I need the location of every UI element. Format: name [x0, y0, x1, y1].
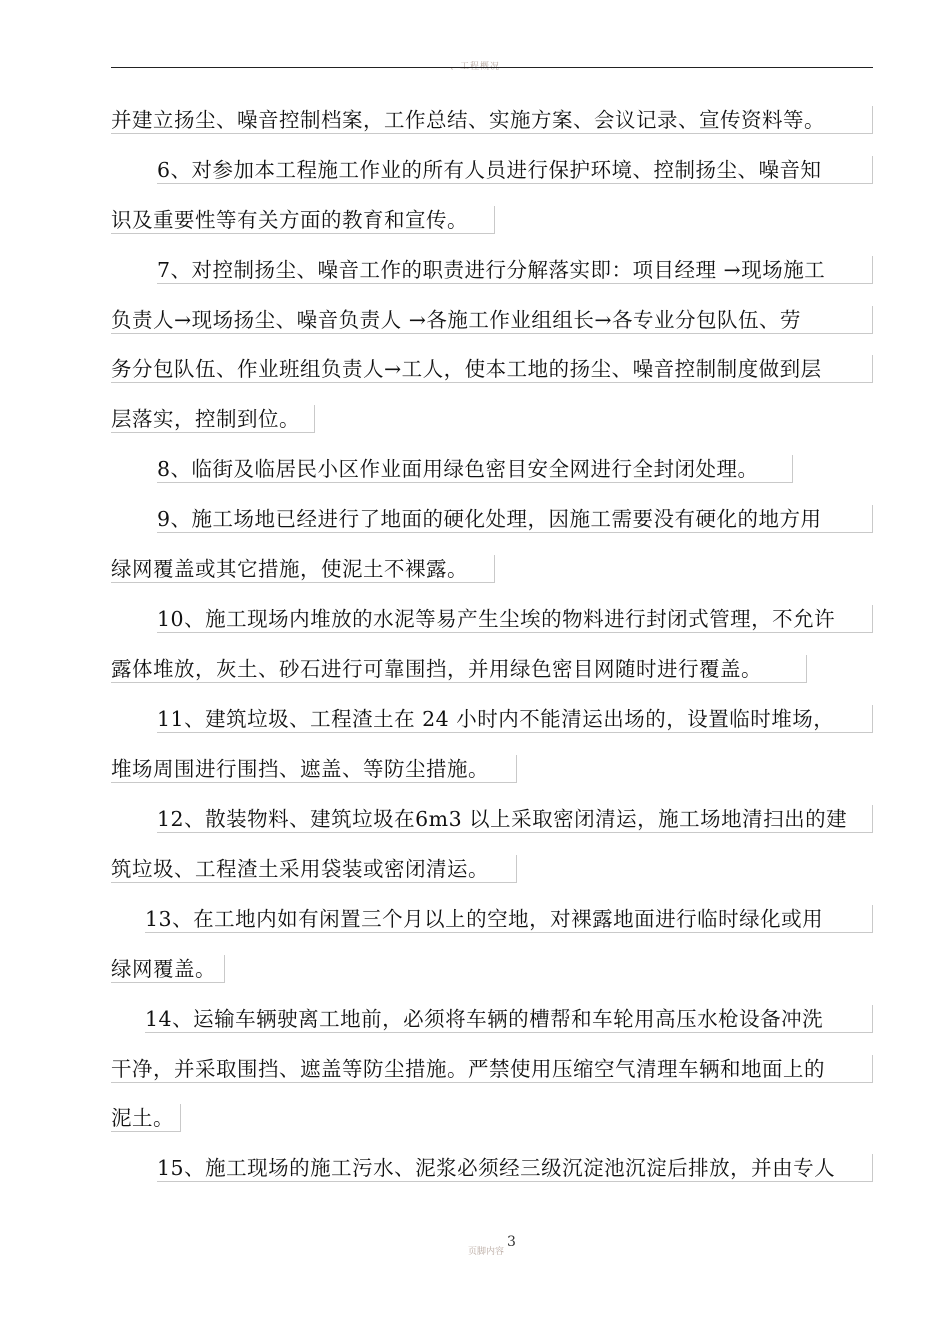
header-text: 、工程概况: [449, 62, 500, 72]
text-line: 露体堆放，灰土、砂石进行可靠围挡，并用绿色密目网随时进行覆盖。: [111, 655, 807, 683]
text-line: 9、施工场地已经进行了地面的硬化处理，因施工需要没有硬化的地方用: [157, 505, 873, 533]
footer-text: 页脚内容: [468, 1247, 505, 1257]
text-line: 15、施工现场的施工污水、泥浆必须经三级沉淀池沉淀后排放，并由专人: [157, 1154, 873, 1182]
text-line: 7、对控制扬尘、噪音工作的职责进行分解落实即：项目经理 →现场施工: [157, 256, 873, 284]
header-rule: [111, 67, 873, 68]
text-line: 务分包队伍、作业班组负责人→工人，使本工地的扬尘、噪音控制制度做到层: [111, 355, 873, 383]
text-line: 层落实，控制到位。: [111, 405, 315, 433]
page-number: 3: [507, 1234, 516, 1250]
text-line: 负责人→现场扬尘、噪音负责人 →各施工作业组组长→各专业分包队伍、劳: [111, 306, 873, 334]
text-line: 14、运输车辆驶离工地前，必须将车辆的槽帮和车轮用高压水枪设备冲洗: [145, 1005, 873, 1033]
text-line: 干净，并采取围挡、遮盖等防尘措施。严禁使用压缩空气清理车辆和地面上的: [111, 1055, 873, 1083]
text-line: 13、在工地内如有闲置三个月以上的空地，对裸露地面进行临时绿化或用: [145, 905, 873, 933]
text-line: 泥土。: [111, 1104, 181, 1132]
text-line: 识及重要性等有关方面的教育和宣传。: [111, 206, 495, 234]
text-line: 筑垃圾、工程渣土采用袋装或密闭清运。: [111, 855, 517, 883]
text-line: 绿网覆盖或其它措施，使泥土不裸露。: [111, 555, 495, 583]
text-line: 6、对参加本工程施工作业的所有人员进行保护环境、控制扬尘、噪音知: [157, 156, 873, 184]
text-line: 12、散装物料、建筑垃圾在6m3 以上采取密闭清运，施工场地清扫出的建: [157, 805, 873, 833]
text-line: 10、施工现场内堆放的水泥等易产生尘埃的物料进行封闭式管理，不允许: [157, 605, 873, 633]
text-line: 11、建筑垃圾、工程渣土在 24 小时内不能清运出场的，设置临时堆场，: [157, 705, 873, 733]
text-line: 8、临街及临居民小区作业面用绿色密目安全网进行全封闭处理。: [157, 455, 793, 483]
text-line: 绿网覆盖。: [111, 955, 225, 983]
text-line: 堆场周围进行围挡、遮盖、等防尘措施。: [111, 755, 517, 783]
text-line: 并建立扬尘、噪音控制档案，工作总结、实施方案、会议记录、宣传资料等。: [111, 106, 873, 134]
